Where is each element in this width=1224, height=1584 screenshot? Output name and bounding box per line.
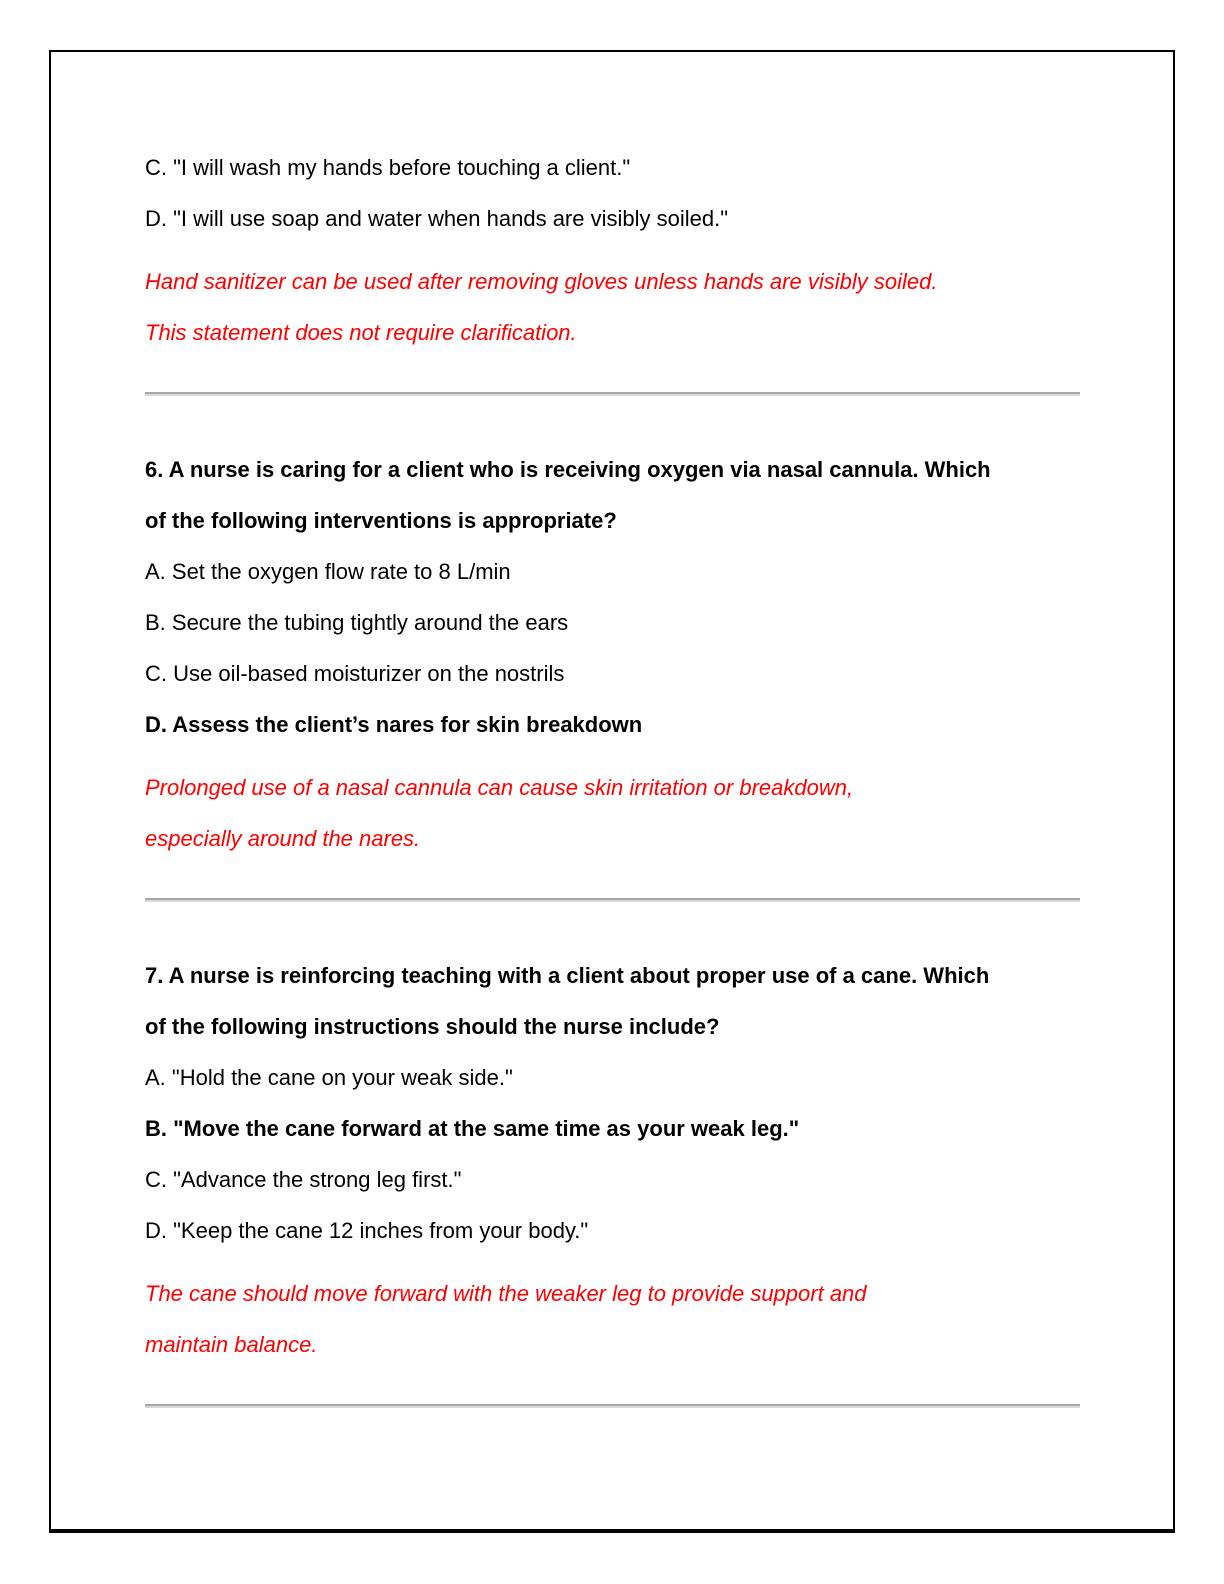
rationale-line: maintain balance. — [145, 1332, 318, 1357]
answer-option-c: C. "Advance the strong leg first." — [145, 1167, 462, 1192]
question-stem-line: of the following interventions is appropriate? — [145, 508, 617, 533]
answer-option-d: D. "I will use soap and water when hands are visibly soiled." — [145, 206, 729, 231]
page-content — [51, 52, 1173, 1408]
rationale — [145, 762, 1080, 864]
section-divider — [145, 392, 1080, 396]
question-stem-line: of the following instructions should the nurse include? — [145, 1014, 720, 1039]
answer-option-d-correct: D. Assess the client’s nares for skin breakdown — [145, 712, 643, 737]
rationale-line: The cane should move forward with the weaker leg to provide support and — [145, 1281, 867, 1306]
document-page — [49, 50, 1175, 1533]
answer-option-c: C. "I will wash my hands before touching a client." — [145, 155, 631, 180]
section-divider — [145, 1404, 1080, 1408]
section-divider — [145, 898, 1080, 902]
rationale-line: This statement does not require clarification. — [145, 320, 577, 345]
answer-option-a: A. "Hold the cane on your weak side." — [145, 1065, 513, 1090]
answer-option-a: A. Set the oxygen flow rate to 8 L/min — [145, 559, 511, 584]
answer-option-d: D. "Keep the cane 12 inches from your body." — [145, 1218, 589, 1243]
question-stem-line: 6. A nurse is caring for a client who is receiving oxygen via nasal cannula. Which — [145, 457, 991, 482]
rationale — [145, 256, 1080, 358]
question-stem — [145, 950, 1080, 1052]
question-stem-line: 7. A nurse is reinforcing teaching with a client about proper use of a cane. Which — [145, 963, 990, 988]
rationale-line: especially around the nares. — [145, 826, 421, 851]
question-7 — [145, 950, 1080, 1370]
rationale-line: Prolonged use of a nasal cannula can cause skin irritation or breakdown, — [145, 775, 854, 800]
question-stem — [145, 444, 1080, 546]
answer-option-b-correct: B. "Move the cane forward at the same time as your weak leg." — [145, 1116, 800, 1141]
answer-option-b: B. Secure the tubing tightly around the ears — [145, 610, 569, 635]
rationale-line: Hand sanitizer can be used after removing gloves unless hands are visibly soiled. — [145, 269, 938, 294]
question-5-partial — [145, 142, 1080, 358]
question-6 — [145, 444, 1080, 864]
rationale — [145, 1268, 1080, 1370]
answer-option-c: C. Use oil-based moisturizer on the nostrils — [145, 661, 565, 686]
